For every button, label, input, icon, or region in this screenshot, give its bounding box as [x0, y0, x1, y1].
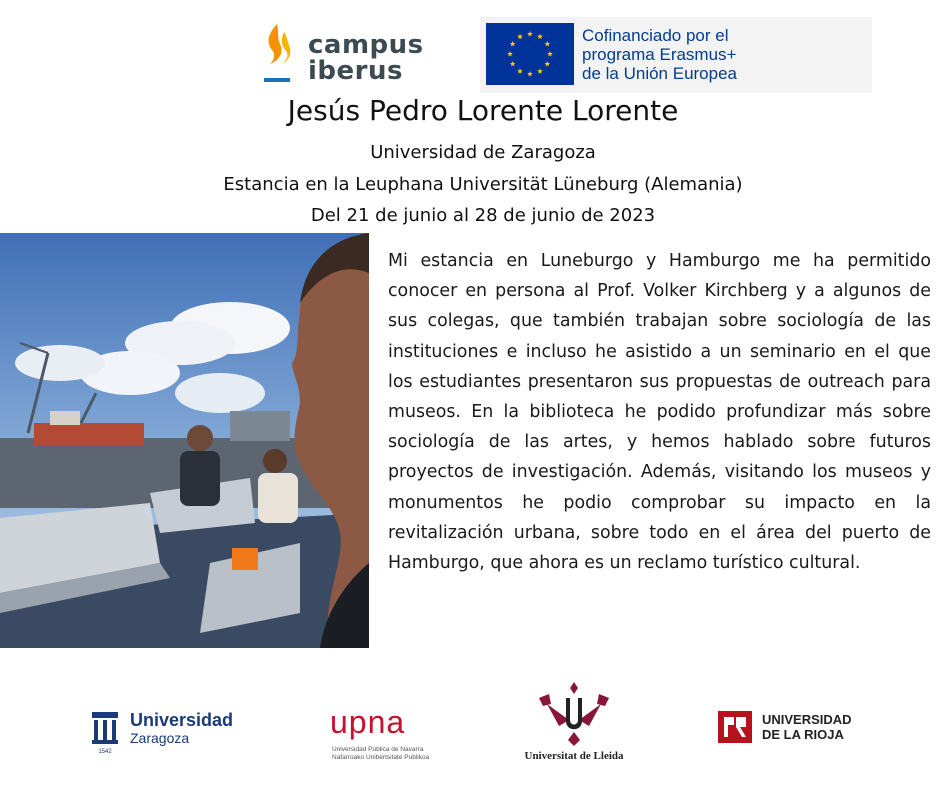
zaragoza-line2: Zaragoza [130, 730, 190, 746]
stay-dates: Del 21 de junio al 28 de junio de 2023 [310, 205, 656, 226]
boat-trip-photo [0, 233, 369, 648]
zaragoza-year: 1542 [98, 749, 112, 754]
campus-iberus-logo [256, 22, 436, 90]
flame-logo-icon [260, 22, 294, 86]
campus-iberus-wordmark [308, 32, 424, 84]
rioja-shield-icon [718, 711, 752, 743]
erasmus-line3: de la Unión Europea [582, 64, 738, 83]
researcher-name: Jesús Pedro Lorente Lorente [287, 94, 679, 127]
zaragoza-tower-icon [90, 710, 120, 754]
universitat-lleida-logo [515, 680, 633, 768]
upna-subtitle-eu: Nafarroako Unibertsitate Publikoa [332, 754, 430, 761]
eu-flag-icon [486, 23, 574, 85]
zaragoza-line1: Universidad [130, 710, 234, 730]
universidad-rioja-logo [718, 710, 878, 746]
home-university: Universidad de Zaragoza [370, 142, 596, 163]
upna-wordmark: upna [330, 704, 406, 740]
campus-iberus-line1: campus [308, 30, 424, 60]
rioja-line2: DE LA RIOJA [762, 727, 844, 742]
stay-summary-paragraph: Mi estancia en Luneburgo y Hamburgo me ha permitido conocer en persona al Prof. Volker Kirchberg y a algunos de sus colegas, que también trabajan sobre sociología de las instituciones e incluso he asistido a un seminario en el que los estudiantes presentaron sus propuestas de outreach para museos. En la biblioteca he podido profundizar más sobre sociología de las artes, y hemos hablado sobre futuros proyectos de investigación. Además, visitando los museos y monumentos he podio comprobar su impacto en la revitalización urbana, sobre todo en el área del puerto de Hamburgo, que ahora es un reclamo turístico cultural. [388, 251, 931, 574]
upna-logo [330, 704, 440, 764]
rioja-line1: UNIVERSIDAD [762, 712, 852, 727]
lleida-crest-icon [529, 680, 619, 746]
lleida-name: Universitat de Lleida [524, 750, 624, 762]
erasmus-caption [582, 26, 737, 83]
stay-description: Estancia en la Leuphana Universität Lüneburg (Alemania) [223, 174, 743, 195]
rioja-wordmark [762, 712, 852, 742]
erasmus-line1: Cofinanciado por el [582, 26, 729, 45]
campus-iberus-line2: iberus [308, 56, 403, 86]
erasmus-line2: programa Erasmus+ [582, 45, 737, 64]
erasmus-cofunding-logo [480, 17, 872, 93]
universidad-zaragoza-logo [90, 706, 250, 756]
upna-subtitle-es: Universidad Pública de Navarra [332, 746, 424, 753]
